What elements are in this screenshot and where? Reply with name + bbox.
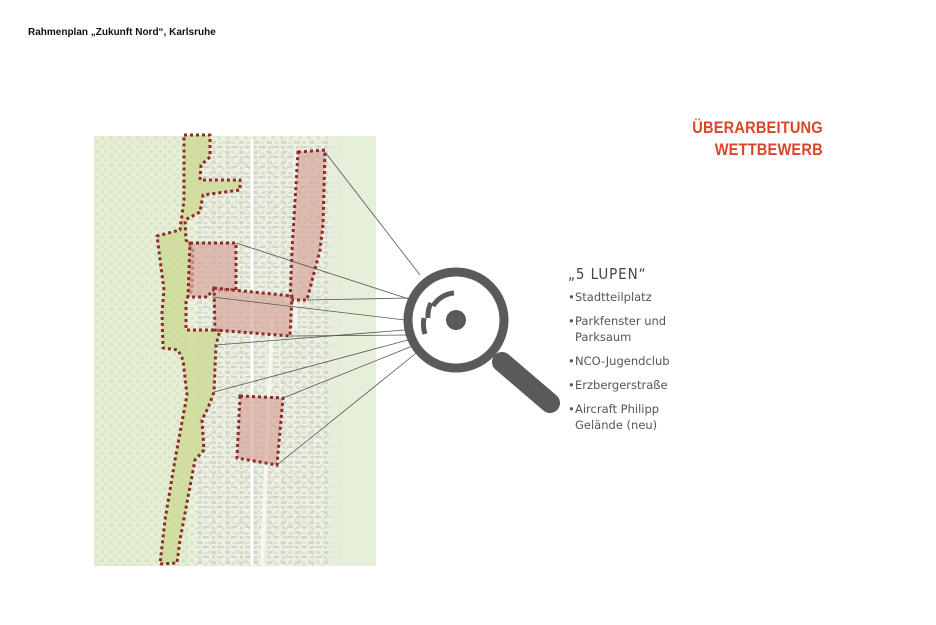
bullet-icon: • — [568, 402, 575, 416]
list-item-label: Stadtteilplatz — [575, 290, 652, 304]
base-map — [94, 136, 376, 566]
lupen-heading: „5 LUPEN“ — [568, 265, 647, 283]
list-item — [568, 353, 728, 369]
lupen-list — [568, 289, 728, 433]
title-line-2: WETTBEWERB — [714, 140, 823, 159]
lupe-area-parkfenster — [214, 288, 292, 336]
list-item — [568, 377, 728, 393]
bullet-icon: • — [568, 378, 575, 392]
lupen-panel — [568, 265, 728, 441]
list-item-label: NCO-Jugendclub — [575, 354, 670, 368]
list-item — [568, 401, 728, 433]
list-item-label: Aircraft Philipp Gelände (neu) — [575, 402, 660, 432]
bullet-icon: • — [568, 354, 575, 368]
list-item — [568, 289, 728, 305]
bullet-icon: • — [568, 290, 575, 304]
lupe-area-erzberger — [237, 396, 283, 465]
bullet-icon: • — [568, 314, 575, 328]
title-line-1: ÜBERARBEITUNG — [692, 118, 823, 137]
page-title: Rahmenplan „Zukunft Nord“, Karlsruhe — [28, 27, 216, 38]
list-item-label: Erzbergerstraße — [575, 378, 668, 392]
list-item — [568, 313, 728, 345]
magnifier-icon — [408, 272, 550, 403]
list-item-label: Parkfenster und Parksaum — [575, 314, 667, 344]
